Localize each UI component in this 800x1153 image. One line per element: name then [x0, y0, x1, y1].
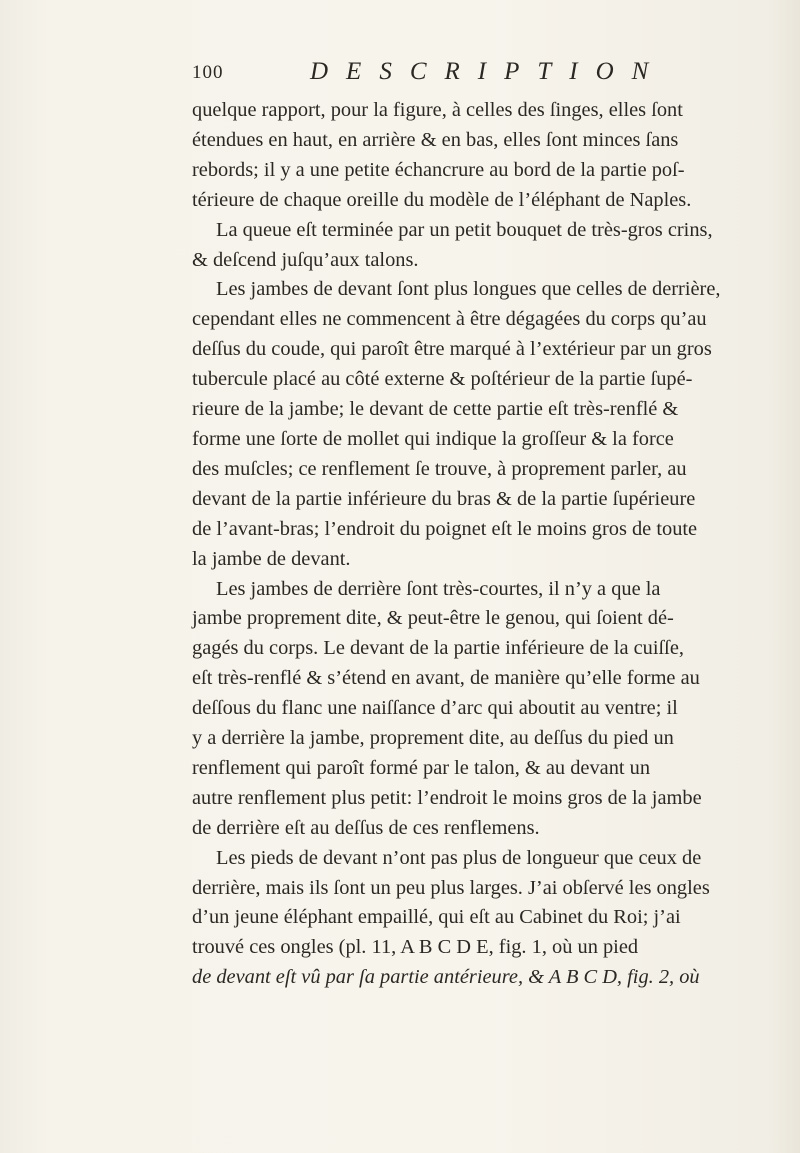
- text-line: Les jambes de derrière ſont très-courtes, il n’y a que la: [216, 577, 661, 600]
- text-line: devant de la partie inférieure du bras & de la partie ſupérieure: [192, 487, 696, 510]
- text-line: des muſcles; ce renflement ſe trouve, à proprement parler, au: [192, 457, 687, 480]
- text-line: La queue eſt terminée par un petit bouquet de très-gros crins,: [216, 218, 713, 241]
- text-line: d’un jeune éléphant empaillé, qui eſt au Cabinet du Roi; j’ai: [192, 906, 681, 929]
- page-number: 100: [192, 62, 224, 83]
- text-line: quelque rapport, pour la figure, à celles des ſinges, elles ſont: [192, 99, 683, 121]
- text-line: de devant eſt vû par ſa partie antérieure, & A B C D, fig. 2, où: [192, 966, 700, 989]
- text-line: Les pieds de devant n’ont pas plus de longueur que ceux de: [216, 846, 702, 869]
- text-line: jambe proprement dite, & peut-être le genou, qui ſoient dé-: [192, 607, 674, 630]
- text-line: derrière, mais ils ſont un peu plus larges. J’ai obſervé les ongles: [192, 876, 710, 899]
- paragraph-hind-legs: [192, 575, 702, 844]
- text-line: trouvé ces ongles (pl. 11, A B C D E, fig. 1, où un pied: [192, 936, 639, 959]
- text-line: eſt très-renflé & s’étend en avant, de manière qu’elle forme au: [192, 667, 700, 690]
- text-line: deſſous du flanc une naiſſance d’arc qui aboutit au ventre; il: [192, 697, 678, 720]
- text-line: tubercule placé au côté externe & poſtérieur de la partie ſupé-: [192, 368, 693, 391]
- text-line: de l’avant-bras; l’endroit du poignet eſt le moins gros de toute: [192, 517, 698, 540]
- body-text: [192, 96, 721, 993]
- text-line: cependant elles ne commencent à être dégagées du corps qu’au: [192, 308, 707, 331]
- page-header: [192, 58, 667, 92]
- text-line: gagés du corps. Le devant de la partie inférieure de la cuiſſe,: [192, 637, 684, 660]
- text-line: Les jambes de devant ſont plus longues que celles de derrière,: [216, 278, 721, 301]
- running-title: DESCRIPTION: [310, 58, 667, 85]
- text-line: la jambe de devant.: [192, 547, 351, 570]
- text-line: de derrière eſt au deſſus de ces renflemens.: [192, 816, 540, 839]
- paragraph-feet: [192, 844, 710, 994]
- text-line: forme une ſorte de mollet qui indique la groſſeur & la force: [192, 427, 674, 450]
- paragraph-ears: [192, 96, 692, 216]
- text-line: térieure de chaque oreille du modèle de l’éléphant de Naples.: [192, 188, 692, 211]
- text-line: renflement qui paroît formé par le talon, & au devant un: [192, 756, 651, 779]
- text-line: & deſcend juſqu’aux talons.: [192, 248, 419, 271]
- paragraph-tail: [192, 216, 713, 276]
- text-line: y a derrière la jambe, proprement dite, au deſſus du pied un: [192, 727, 674, 750]
- text-line: étendues en haut, en arrière & en bas, elles ſont minces ſans: [192, 128, 679, 151]
- text-line: rieure de la jambe; le devant de cette partie eſt très-renflé &: [192, 398, 679, 421]
- text-line: rebords; il y a une petite échancrure au bord de la partie poſ-: [192, 158, 685, 181]
- text-line: autre renflement plus petit: l’endroit le moins gros de la jambe: [192, 786, 702, 809]
- text-line: deſſus du coude, qui paroît être marqué à l’extérieur par un gros: [192, 338, 712, 361]
- paragraph-front-legs: [192, 275, 721, 574]
